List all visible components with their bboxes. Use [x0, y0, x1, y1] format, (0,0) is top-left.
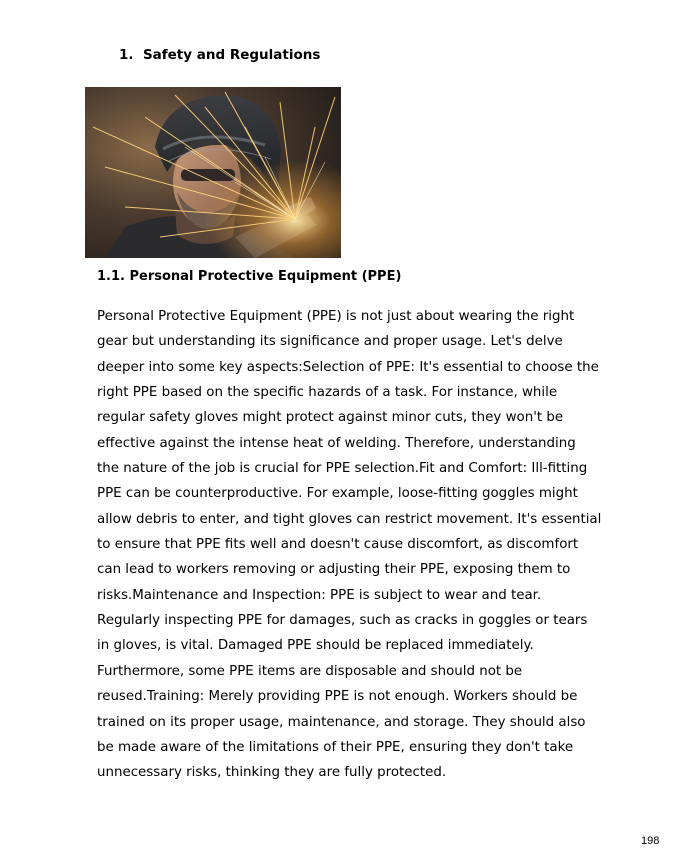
paragraph-line: the nature of the job is crucial for PPE selection.Fit and Comfort: Ill-fitting — [97, 461, 588, 477]
paragraph-line: trained on its proper usage, maintenance, and storage. They should also — [97, 714, 586, 730]
paragraph-line: effective against the intense heat of welding. Therefore, understanding — [97, 435, 576, 451]
paragraph-line: to ensure that PPE fits well and doesn't cause discomfort, as discomfort — [97, 537, 579, 553]
paragraph-line: regular safety gloves might protect against minor cuts, they won't be — [97, 410, 564, 426]
paragraph-line: right PPE based on the specific hazards of a task. For instance, while — [97, 385, 558, 401]
section-title: Safety and Regulations — [142, 47, 321, 63]
paragraph-line: can lead to workers removing or adjusting their PPE, exposing them to — [97, 562, 571, 578]
section-heading — [119, 47, 320, 63]
paragraph-line: gear but understanding its significance and proper usage. Let's delve — [97, 334, 563, 350]
paragraph-line: risks.Maintenance and Inspection: PPE is subject to wear and tear. — [97, 587, 542, 603]
paragraph-line: allow debris to enter, and tight gloves can restrict movement. It's essential — [97, 511, 602, 527]
section-number: 1. — [119, 47, 134, 63]
paragraph-line: reused.Training: Merely providing PPE is not enough. Workers should be — [97, 689, 578, 705]
paragraph-line: PPE can be counterproductive. For example, loose-fitting goggles might — [97, 486, 578, 502]
paragraph-line: unnecessary risks, thinking they are fully protected. — [97, 765, 447, 781]
page-number: 198 — [641, 835, 660, 847]
paragraph-line: Regularly inspecting PPE for damages, such as cracks in goggles or tears — [97, 613, 588, 629]
paragraph-line: deeper into some key aspects:Selection of PPE: It's essential to choose the — [97, 359, 599, 375]
paragraph-line: Furthermore, some PPE items are disposable and should not be — [97, 663, 523, 679]
worker-grinding-photo — [85, 87, 341, 258]
paragraph-line: in gloves, is vital. Damaged PPE should be replaced immediately. — [97, 638, 534, 654]
paragraph-line: Personal Protective Equipment (PPE) is not just about wearing the right — [97, 309, 575, 324]
subsection-heading: 1.1. Personal Protective Equipment (PPE) — [97, 269, 402, 284]
paragraph-line: be made aware of the limitations of their PPE, ensuring they don't take — [97, 739, 574, 755]
body-paragraph — [97, 304, 602, 786]
